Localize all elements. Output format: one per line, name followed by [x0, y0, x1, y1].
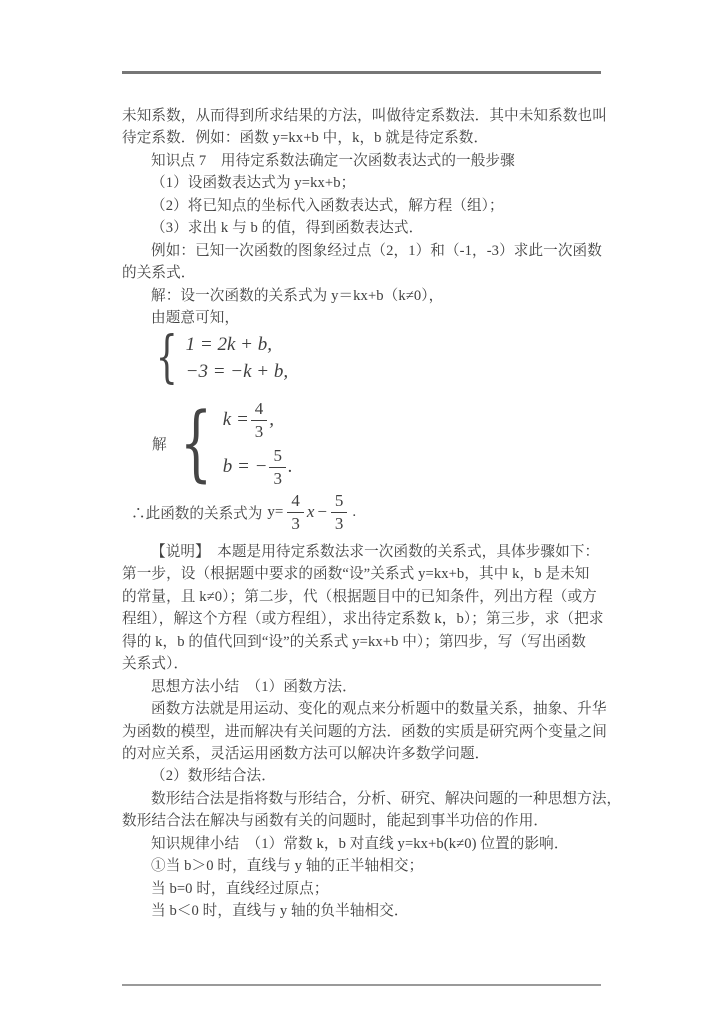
fraction: $\frac{4}{3}$ [251, 399, 268, 441]
text-line: （2）数形结合法． [151, 768, 276, 785]
paragraph-block-bottom [122, 541, 622, 922]
equation-row: 1 = 2k + b, [185, 334, 272, 355]
step-line: （1）设函数表达式为 y=kx+b； [151, 175, 356, 192]
equation-row: −3 = −k + b, [185, 361, 289, 382]
y-equals: y= [267, 503, 284, 520]
equation-system-2 [152, 395, 293, 491]
fraction: $\frac{5}{3}$ [269, 446, 286, 488]
equation-row: k = $\frac{4}{3}$ , [222, 399, 275, 441]
text-line: 例如：已知一次函数的图象经过点（2，1）和（-1，-3）求此一次函数 [151, 242, 602, 259]
solution-line: 解：设一次函数的关系式为 y＝kx+b（k≠0）， [151, 287, 444, 304]
text-line: 数形结合法在解决与函数有关的问题时，能起到事半功倍的作用． [122, 813, 549, 830]
left-brace: { [155, 324, 178, 390]
text-line: 的对应关系，灵活运用函数方法可以解决许多数学问题． [122, 745, 490, 762]
header-rule [122, 71, 601, 74]
text-line: 为函数的模型，进而解决有关问题的方法．函数的实质是研究两个变量之间 [122, 723, 607, 740]
conclusion-line [131, 489, 356, 535]
knowledge-point-heading: 知识点 7 用待定系数法确定一次函数表达式的一般步骤 [151, 152, 515, 169]
text-line: 的关系式． [122, 265, 196, 282]
text-line: 函数方法就是用运动、变化的观点来分析题中的数量关系，抽象、升华 [151, 701, 607, 718]
step-line: （2）将已知点的坐标代入函数表达式，解方程（组）； [151, 197, 504, 214]
equation-row: b = − $\frac{5}{3}$ . [222, 446, 293, 488]
text-line: 由题意可知， [151, 309, 240, 326]
conclusion-text: ∴此函数的关系式为 [131, 505, 263, 522]
fraction: $\frac{4}{3}$ [287, 491, 304, 533]
note-heading-line: 【说明】 本题是用待定系数法求一次函数的关系式，具体步骤如下： [151, 544, 600, 560]
left-brace: { [179, 395, 212, 491]
text-line: 未知系数，从而得到所求结果的方法，叫做待定系数法．其中未知系数也叫 [122, 108, 607, 124]
footer-rule [122, 984, 601, 986]
equation-system-1 [149, 324, 289, 390]
fraction: $\frac{5}{3}$ [331, 491, 348, 533]
period: . [352, 503, 357, 520]
text-line: 第一步，设（根据题中要求的函数“设”关系式 y=kx+b，其中 k，b 是未知 [122, 566, 590, 583]
method-summary-heading: 思想方法小结 （1）函数方法． [151, 678, 357, 695]
text-line: 的常量，且 k≠0）；第二步，代（根据题目中的已知条件，列出方程（或方 [122, 588, 597, 605]
text-line: 当 b＜0 时，直线与 y 轴的负半轴相交． [151, 903, 409, 919]
paragraph-block-top [122, 105, 614, 329]
step-line: （3）求出 k 与 b 的值，得到函数表达式． [151, 220, 424, 237]
text-line: 当 b=0 时，直线经过原点； [151, 880, 329, 897]
solve-label: 解 [152, 437, 167, 454]
x-variable: x [306, 502, 315, 521]
rule-summary-heading: 知识规律小结 （1）常数 k，b 对直线 y=kx+b(k≠0) 位置的影响． [151, 835, 569, 852]
text-line: 数形结合法是指将数与形结合，分析、研究、解决问题的一种思想方法， [151, 790, 622, 807]
text-line: 得的 k，b 的值代回到“设”的关系式 y=kx+b 中）；第四步，写（写出函数 [122, 633, 586, 650]
text-line: ①当 b＞0 时，直线与 y 轴的正半轴相交； [151, 858, 424, 875]
text-line: 待定系数．例如：函数 y=kx+b 中，k，b 就是待定系数． [122, 130, 489, 147]
text-line: 程组），解这个方程（或方程组），求出待定系数 k，b）；第三步，求（把求 [122, 611, 604, 628]
minus-sign: − [316, 502, 328, 521]
text-line: 关系式）． [122, 656, 189, 673]
